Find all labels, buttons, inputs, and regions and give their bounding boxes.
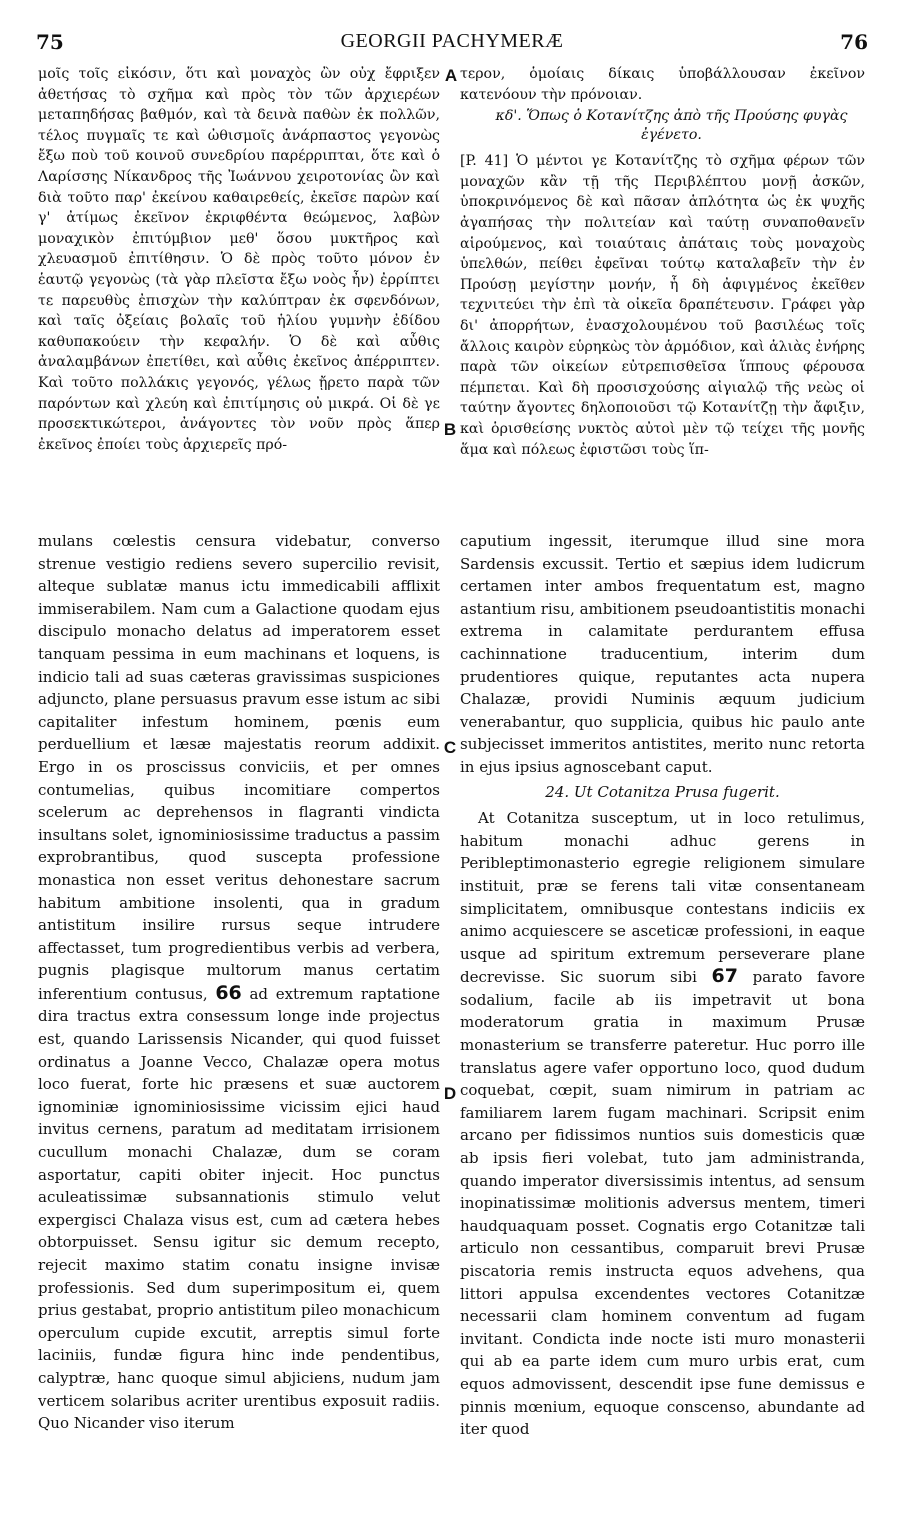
latin-paragraph-continued: caputium ingessit, iterumque illud sine mora Sardensis excussit. Tertio et sæpius idem ludicrum certamen inter ambos frequentatum est, magno astantium risu, ambitionem pseudoantistitis monachi extrema in calamitate perdurantem effusa cachinnatione traducentium, interim dum prudentiores quique, reputantes acta nupera Chalazæ, providi Numinis æquum judicium venerabantur, quo supplicia, quibus hic paulo ante subjecisset immeritos antistites, merito nunc retorta in ejus ipsius agnoscebant caput. [460,532,865,776]
latin-text-left-column [38,530,440,1435]
latin-text-part: mulans cœlestis censura videbatur, converso strenue vestigio rediens severo supercilio revisit, alteque sublatæ manus ictu immedicabili afflixit immiserabilem. Nam cum a Galactione quodam ejus discipulo monacho delatus ad imperatorem esset tanquam pessima in eum machinans et loquens, is indicio tali ad suas cæteras gravissimas suspiciones adjuncto, plane persuasus pravum esse istum ac sibi capitaliter infestum hominem, pœnis eum perduellium et læsæ majestatis reorum addixit. Ergo in os proscissus conviciis, et per omnes contumelias, quibus incomitiare compertos scelerum ac deprehensos in flagranti vindicta insultans solet, ignominiosissime traductus a passim exprobrantibus, quod suscepta professione monastica non esset veritus dehonestare sacrum habitum ambitione insolenti, qua in gradum antistitum insilire rursus seque intrudere affectasset, tum progredientibus verbis ad verbera, pugnis plagisque multorum manus certatim inferentium contusus, [38,532,440,1003]
greek-text-left-column [38,64,440,455]
latin-section-paragraph [460,807,865,1441]
latin-section-title: 24. Ut Cotanitza Prusa fugerit. [545,782,780,801]
right-page-number: 76 [840,30,868,54]
latin-text-right-column [460,530,865,1441]
latin-paragraph [38,530,440,1435]
margin-marker-d: D [443,1084,457,1103]
greek-text-right-column [460,64,865,460]
latin-text-part: parato favore sodalium, facile ab iis impetravit ut bona moderatorum gratia in maximum Prusæ monasterium se transferre pateretur. Huc porro ille translatus agere vafer opportuno loco, quod dudum coquebat, cœpit, suam nimirum in patriam ac familiarem larem fugam machinari. Scripsit enim arcano per fidissimos nuntios suis domesticis quæ ab ipsis fieri volebat, tuto jam administranda, quando imperator diversissimis intentus, ad sensum inopinatissimæ molitionis adversus mentem, timeri haudquaquam posset. Cognatis ergo Cotanitzæ tali articulo non cessantibus, comparuit brevi Prusæ piscatoria remis instructa equos advehens, qua littori appulsa excendentes vectores Cotanitzæ necessarii clam hominem conventum ad fugam invitant. Condicta inde nocte isti muro monasterii qui ab ea parte idem cum muro urbis erat, cum equos admovissent, descendit ipse fune demissus e pinnis mœnium, equoque conscenso, abundante ad iter quod [460,968,865,1439]
greek-section-text: Ὁ μέντοι γε Κοτανίτζης τὸ σχῆμα φέρων τῶν μοναχῶν κἂν τῇ τῆς Περιβλέπτου μονῇ ἀσκῶν, ὑποκρινόμενος δὲ καὶ πᾶσαν ἁπλότητα ὡς ἐκ ψυχῆς ἀγαπήσας τὴν πολιτείαν καὶ ταύτῃ συναποθανεῖν αἱρούμενος, καὶ τοιαύταις ἀπάταις τοὺς μοναχοὺς ὑπελθών, πείθει ἐφεῖναι τούτῳ καταλαβεῖν τὴν ἐν Προύσῃ μεγίστην μονήν, ἧ δὴ ἀφιγμένος ἐκεῖθεν τεχνιτεύει τὴν ἐπὶ τὰ οἰκεῖα δραπέτευσιν. Γράφει γὰρ δι' ἀπορρήτων, ἐνασχολουμένου τοῦ βασιλέως τοῖς ἄλλοις καιρὸν εὑρηκὼς τὸν ἁρμόδιον, καὶ ἁλιὰς ἐνήρης παρὰ τῶν οἰκείων εὐτρεπισθεῖσα ἵππους φέρουσα πέμπεται. Καὶ δὴ προσισχούσης αἰγιαλῷ τῆς νεὼς οἱ ταύτην ἄγοντες δηλοποιοῦσι τῷ Κοτανίτζῃ τὴν ἄφιξιν, καὶ ὁρισθείσης νυκτὸς αὐτοὶ μὲν τῷ τείχει τῆς μονῆς ἅμα καὶ πόλεως ἐφιστῶσι τοὺς ἵπ- [460,153,865,458]
margin-marker-b: B [443,420,457,439]
page-header [36,30,868,54]
margin-marker-a: A [444,66,458,85]
greek-section-paragraph [460,151,865,460]
greek-paragraph-continued: τερον, ὁμοίαις δίκαις ὑποβάλλουσαν ἐκεῖνον κατενόουν τὴν πρόνοιαν. [460,66,865,103]
latin-text-part: At Cotanitza susceptum, ut in loco retulimus, habitum monachi adhuc gerens in Peribleptimonasterio egregie religionem simulare instituit, præ se ferens tali vitæ consentaneam simplicitatem, omnibusque contestans indiciis ex animo acquiescere se asceticæ professioni, in eaque usque ad spiritum extremum perseverare plane decrevisse. Sic suorum sibi [460,809,865,987]
margin-marker-c: C [443,738,457,757]
greek-page-reference: [P. 41] [460,153,509,170]
left-page-number: 75 [36,30,64,54]
running-title: GEORGII PACHYMERÆ [340,30,564,52]
page-marker-66: 66 [215,981,242,1004]
latin-text-part: ad extremum raptatione dira tractus extra consessum longe inde projectus est, quando Larissensis Nicander, qui quod fuisset ordinatus a Joanne Vecco, Chalazæ opera motus loco fuerat, forte hic præsens et suæ auctorem ignominiæ ignominiosissime vicissim ejici haud invitus cernens, paratum ad meditatam irrisionem cucullum monachi Chalazæ, dum se coram asportatur, capiti obiter injecit. Hoc punctus aculeatissimæ subsannationis stimulo velut expergisci Chalaza visus est, cum ad cætera hebes obtorpuisset. Sensu igitur sic demum recepto, rejecit maximo statim conatu insigne invisæ professionis. Sed dum superimpositum ei, quem prius gestabat, proprio antistitum pileo monachicum operculum cupide excutit, arreptis simul forte laciniis, fundæ figura hinc inde pendentibus, calyptræ, hanc quoque simul abjiciens, nudum jam verticem solaribus acriter urentibus exposuit radiis. Quo Nicander viso iterum [38,984,440,1433]
page-marker-67: 67 [711,965,738,988]
greek-section-title: κδ'. Ὅπως ὁ Κοτανίτζης ἀπὸ τῆς Προύσης φυγὰς ἐγένετο. [495,108,848,144]
greek-paragraph: μοῖς τοῖς εἰκόσιν, ὅτι καὶ μοναχὸς ὢν οὐχ ἔφριξεν ἀθετήσας τὸ σχῆμα καὶ πρὸς τὸν τῶν ἀρχιερέων μεταπηδήσας βαθμόν, καὶ τὰ δεινὰ παθὼν ἐκ πολλῶν, τέλος πυγμαῖς τε καὶ ὠθισμοῖς ἀνάρπαστος γεγονὼς ἔξω ποὺ τοῦ κοινοῦ συνεδρίου παρέρριπται, ὅτε καὶ ὁ Λαρίσσης Νίκανδρος τῆς Ἰωάννου χειροτονίας ὢν καὶ διὰ τοῦτο παρ' ἐκείνου καθαιρεθείς, ἐκεῖσε παρὼν καί γ' ἀτίμως ἐκεῖνον ἐκριφθέντα θεώμενος, λαβὼν μοναχικὸν ἐπιτύμβιον μεθ' ὅσου μυκτῆρος καὶ χλευασμοῦ ἐπιτίθησιν. Ὁ δὲ πρὸς τοῦτο μόνον ἐν ἑαυτῷ γεγονὼς (τὰ γὰρ πλεῖστα ἔξω νοὸς ἦν) ἐρρίπτει τε παρευθὺς ἐπισχὼν τὴν καλύπτραν ἐκ σφενδόνων, καὶ ταῖς ὀξείαις βολαῖς τοῦ ἡλίου γυμνὴν ἐδίδου καθυπακούειν τὴν κεφαλήν. Ὁ δὲ καὶ αὖθις ἀναλαμβάνων ἐπετίθει, καὶ αὖθις ἐκεῖνος ἀπέρριπτεν. Καὶ τοῦτο πολλάκις γεγονός, γέλως ᾔρετο παρὰ τῶν παρόντων καὶ χλεύη καὶ ἐπιτίμησις οὐ μικρά. Οἱ δὲ γε προσεκτικώτεροι, ἀνάγοντες τὸν νοῦν πρὸς ἅπερ ἐκεῖνος ἐποίει τοὺς ἀρχιερεῖς πρό- [38,66,440,453]
